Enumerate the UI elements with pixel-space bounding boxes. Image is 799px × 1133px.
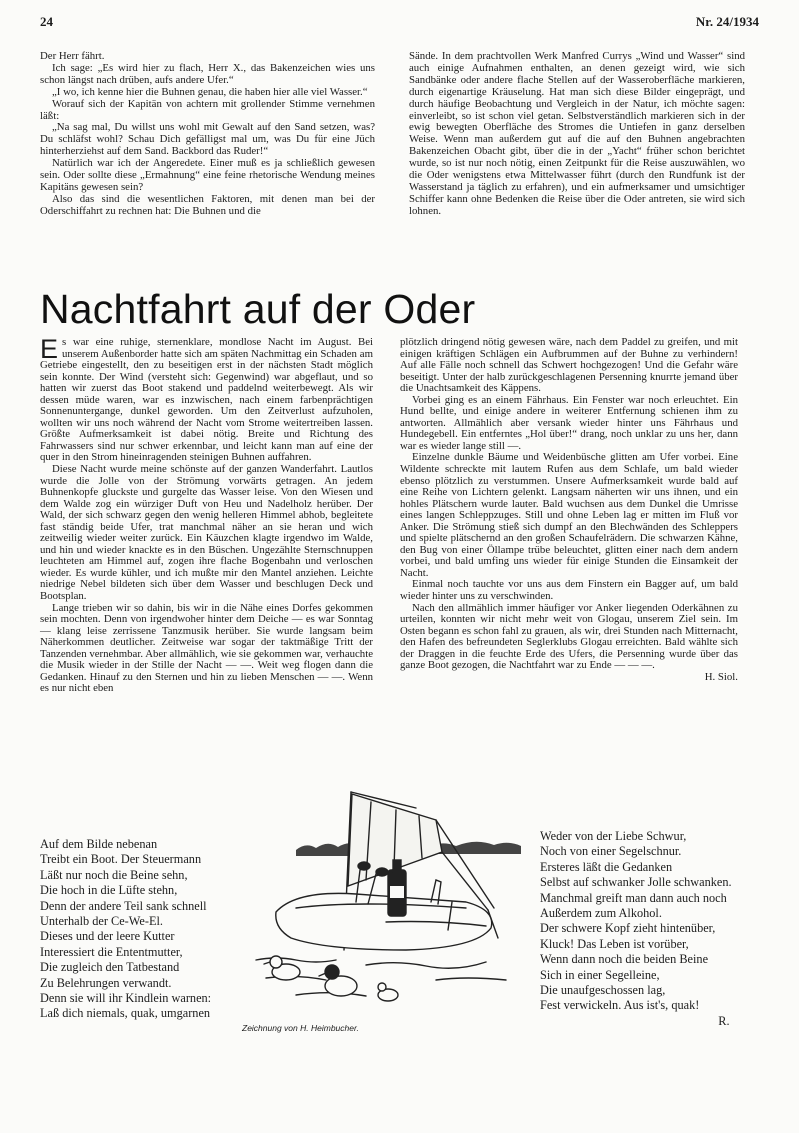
paragraph: Ich sage: „Es wird hier zu flach, Herr X., das Bakenzeichen wies uns schon längst nach drüben, aufs andere Ufer.“ — [40, 61, 375, 86]
paragraph: Also das sind die wesentlichen Faktoren, mit denen man bei der Oderschiffahrt zu rechnen hat: Die Buhnen und die — [40, 192, 375, 217]
poem-line: Manchmal greift man dann auch noch — [540, 890, 727, 905]
paragraph: s war eine ruhige, sternenklare, mondlose Nacht im August. Bei unserem Außenborder hatte sich am späten Nachmittag ein Schaden am Getriebe eingestellt, den zu beseitigen erst in der nächsten Stadt möglich sein konnte. Der Wind (versteht sich: Gegenwind) war abgeflaut, und so hatten wir zuerst das Boot stakend und paddelnd weiterbewegt. Als wir dessen müde waren, war es inzwischen, nach einem farbenprächtigen Sonnenuntergange, dunkel geworden. Um den Zeitverlust aufzuholen, wollten wir uns noch während der Nacht vom Strome weitertreiben lassen. Größte Aufmerksamkeit ist dabei nötig. Breite und Richtung des Fahrwassers sind nur schwer erkennbar, und leicht kann man auf eine der quer in den Strom hineinragenden steinigen Buhnen auffahren. — [40, 336, 373, 464]
poem-right — [540, 829, 732, 1029]
article-author: H. Siol. — [704, 670, 738, 683]
poem-line: Zu Belehrungen verwandt. — [40, 975, 172, 990]
top-right-column — [409, 51, 745, 218]
poem-line: Kluck! Das Leben ist vorüber, — [540, 936, 689, 951]
poem-line: Interessiert die Ententmutter, — [40, 944, 183, 959]
poem-line: Selbst auf schwanker Jolle schwanken. — [540, 875, 732, 890]
paragraph: Der Herr fährt. — [40, 50, 105, 62]
poem-line: Dieses und der leere Kutter — [40, 929, 175, 944]
paragraph: Lange trieben wir so dahin, bis wir in die Nähe eines Dorfes gekommen sein mochten. Denn von irgendwoher hinter dem Deiche — es war Sonntag — klang leise zerrissene Tanzmusik herüber. Sie wurde langsam beim Näherkommen deutlicher. Zeitweise war sogar der taktmäßige Tritt der Tanzenden vernehmbar. Aber allmählich, wie sie gekommen war, verhauchte die Musik wieder in der Stille der Nacht — —. Weit weg flogen dann die Gedanken. Hinauf zu den Sternen und hin zu lieben Menschen — —. Wenn es nur nicht eben — [40, 601, 373, 695]
paragraph: plötzlich dringend nötig gewesen wäre, nach dem Paddel zu greifen, und mit einigen kräftigen Schlägen ein Aufbrummen auf der Buhne zu verhindern! Auf alle Fälle noch schnell das Schwert hochgezogen! Und die Gefahr wäre beseitigt. Unter der halb zurückgeschlagenen Persenning knurrte jemand über die Unachtsamkeit des Käppens. — [400, 336, 738, 395]
paragraph: „Na sag mal, Du willst uns wohl mit Gewalt auf den Sand setzen, was? Du schläfst wohl? Schau Dich gefälligst mal um, was Du für eine Jüch hinterherziehst auf dem Sand. Backbord das Ruder!“ — [40, 121, 375, 158]
poem-line: Treibt ein Boot. Der Steuermann — [40, 852, 202, 867]
poem-line: Auf dem Bilde nebenan — [40, 837, 158, 851]
paragraph: Worauf sich der Kapitän von achtern mit grollender Stimme vernehmen läßt: — [40, 97, 375, 122]
poem-line: Sich in einer Segelleine, — [540, 967, 660, 982]
poem-line: Der schwere Kopf zieht hintenüber, — [540, 921, 716, 936]
poem-signature: R. — [718, 1013, 730, 1028]
paragraph: Vorbei ging es an einem Fährhaus. Ein Fenster war noch erleuchtet. Ein Hund bellte, und einige andere in weiterer Entfernung schienen ihm zu antworten. Allmählich aber versank wieder hinter uns Fährhaus und Hundegebell. Ein entferntes „Hol über!“ drang, noch unklar zu uns her, dann war es wieder lange still —. — [400, 393, 738, 452]
illustration-caption: Zeichnung von H. Heimbucher. — [242, 1023, 359, 1033]
paragraph: Natürlich war ich der Angeredete. Einer muß es ja schließlich gewesen sein. Oder sollte diese „Ermahnung“ eine feine rhetorische Wendung meines Kapitäns gewesen sein? — [40, 157, 375, 193]
paragraph: Nach den allmählich immer häufiger vor Anker liegenden Oderkähnen zu urteilen, konnten wir nicht mehr weit von Glogau, unserem Ziel sein. Im Osten begann es schon fahl zu grauen, als wir, drei Stunden nach Mitternacht, den Hafen des befreundeten Seglerklubs Glogau erreichten. Bald wählte sich der Draggen in die feuchte Erde des Ufers, die Persenning wurde über das ganze Boot gezogen, die Nachtfahrt war zu Ende — — —. — [400, 601, 738, 672]
poem-line: Die zugleich den Tatbestand — [40, 960, 180, 975]
poem-line: Läßt nur noch die Beine sehn, — [40, 867, 188, 882]
article-right-column — [400, 337, 738, 683]
poem-line: Fest verwickeln. Aus ist's, quak! — [540, 998, 700, 1013]
poem-line: Ersteres läßt die Gedanken — [540, 859, 673, 874]
drop-cap: E — [40, 334, 59, 364]
poem-line: Laß dich niemals, quak, umgarnen — [40, 1006, 211, 1021]
poem-line: Denn der andere Teil sank schnell — [40, 898, 207, 913]
paragraph: Sände. In dem prachtvollen Werk Manfred Currys „Wind und Wasser“ sind auch einige Aufnahmen enthalten, an denen gezeigt wird, wie sich Sandbänke oder andere flache Stellen auf der Wasseroberfläche markieren, durch eigenartige Kräuselung. Hat man sich diese Bilder eingeprägt, und durch häufige Beobachtung und Vergleich in der Natur, ich möchte sagen: einverleibt, so ist schon viel getan. Selbstverständlich markieren sich in der ewig bewegten Oberfläche des Stromes die Untiefen in ganz derselben Weise. Wenn man außerdem gut auf die auf den Buhnen angebrachten Bakenzeichen Obacht gibt, über die in der „Yacht“ früher schon berichtet wurde, so ist nur noch nötig, einen Zeitpunkt für die Reise auszuwählen, wo die Oder wenigstens etwa Mittelwasser führt (durch den Rundfunk ist der Wasserstand ja täglich zu erfahren), und ein aufmerksamer und umsichtiger Schiffer kann ohne Bedenken die Reise über die Oder antreten, sie wird sich lohnen. — [409, 50, 745, 217]
poem-left — [40, 837, 211, 1022]
paragraph: „I wo, ich kenne hier die Buhnen genau, die haben hier alle viel Wasser.“ — [52, 85, 368, 98]
article-left-column — [40, 334, 373, 695]
paragraph: Diese Nacht wurde meine schönste auf der ganzen Wanderfahrt. Lautlos wurde die Jolle von der Strömung vorwärts getragen. An jedem Buhnenkopfe gluckste und gurgelte das Wasser leise. Von den Wiesen und dem Walde zog ein würziger Duft von Heu und Nadelholz herüber. Der Wald, der sich schwarz gegen den wenig helleren Himmel abhob, begleitete fast ständig beide Ufer, trat manchmal näher an sie heran und wich zeitweilig wieder weiter zurück. Ein Käuzchen klagte irgendwo im Walde, und hin und wieder knackte es in den Büschen. Ungezählte Sternschnuppen leuchteten am Himmel auf, zogen ihre flache Bogenbahn und verloschen wieder. Es wurde kühler, und ich mußte mir den Mantel anziehen. Leichte niedrige Nebel bildeten sich über dem Wasser und beschlugen Deck und Bootsplan. — [40, 463, 373, 603]
top-left-column — [40, 51, 375, 218]
poem-line: Noch von einer Segelschnur. — [540, 844, 682, 859]
issue-number: Nr. 24/1934 — [695, 14, 759, 29]
poem-line: Außerdem zum Alkohol. — [540, 906, 662, 921]
sailboat-illustration — [236, 790, 536, 1020]
page-number: 24 — [40, 14, 53, 29]
poem-line: Wenn dann noch die beiden Beine — [540, 952, 709, 967]
poem-line: Denn sie will ihr Kindlein warnen: — [40, 991, 212, 1006]
poem-line: Die hoch in die Lüfte stehn, — [40, 883, 178, 898]
paragraph: Einmal noch tauchte vor uns aus dem Finstern ein Bagger auf, um bald wieder hinter uns zu verschwinden. — [400, 578, 738, 603]
poem-line: Die unaufgeschossen lag, — [540, 983, 666, 998]
poem-line: Weder von der Liebe Schwur, — [540, 829, 687, 843]
article-title: Nachtfahrt auf der Oder — [40, 286, 476, 332]
poem-line: Unterhalb der Ce-We-El. — [40, 914, 163, 929]
paragraph: Einzelne dunkle Bäume und Weidenbüsche glitten am Ufer vorbei. Eine Wildente schreckte mit lautem Rufen aus dem Schlafe, um bald wieder ebenso plötzlich zu verstummen. Unsere Aufmerksamkeit wurde bald auf eine Reihe von Lichtern gelenkt. Langsam näherten wir uns ihnen, und ein hohles Plätschern wurde lauter. Bald wuchsen aus dem Dunkel die Umrisse eines langen Schleppzuges. Still und ohne Leben lag er mitten im Fluß vor Anker. Die Strömung stieß sich dumpf an den Blechwänden des Schleppers und spielte plätschernd an den großen Schaufelrädern. Die schwarzen Kähne, den Bug von einer Öllampe trübe beleuchtet, glitten einer nach dem andern vorbei, und bald umfing uns wieder für einige Stunden die Einsamkeit der Nacht. — [400, 451, 738, 579]
